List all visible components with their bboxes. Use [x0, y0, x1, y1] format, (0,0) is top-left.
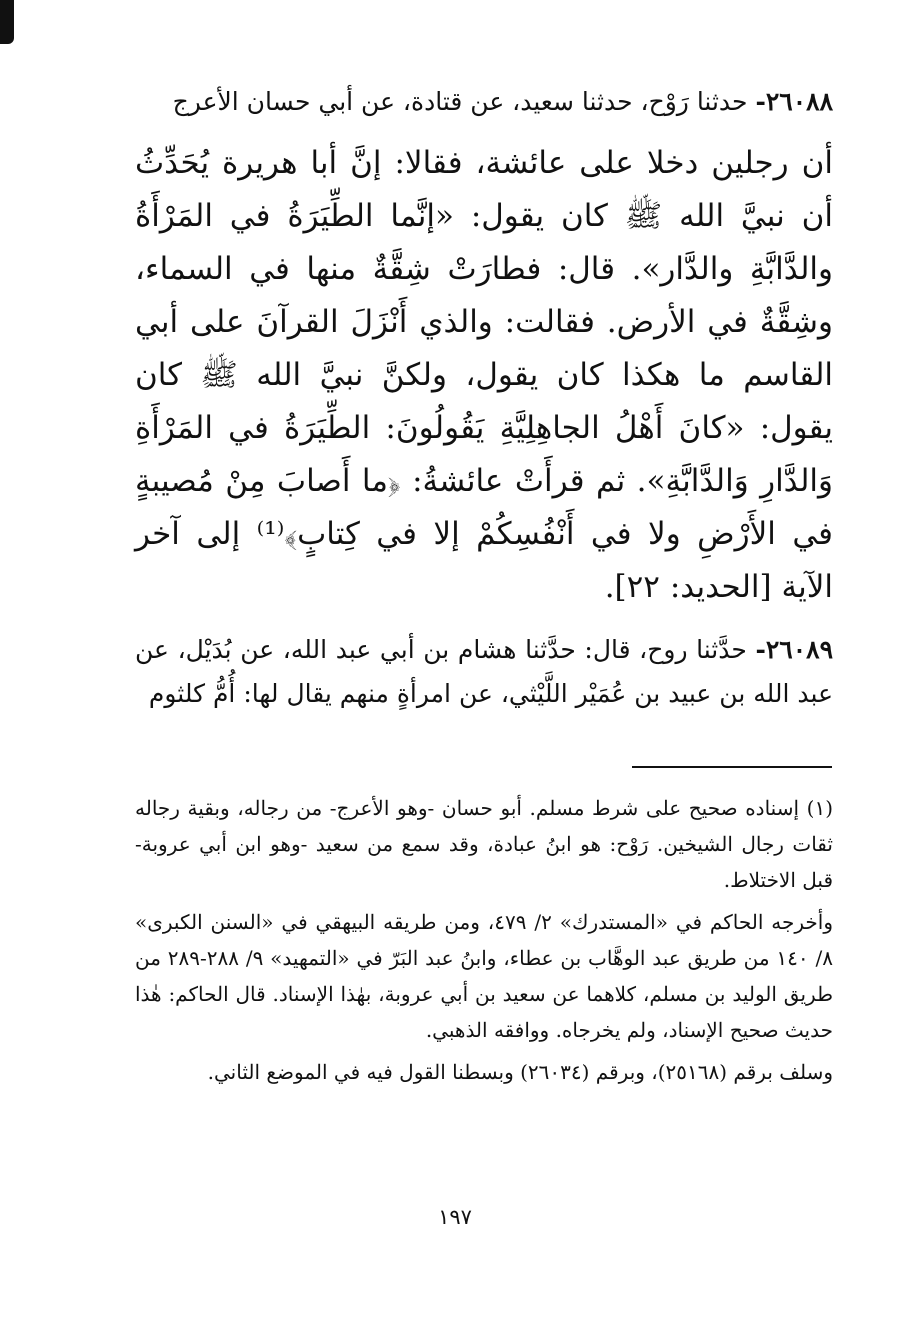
isnad-text: حدثنا رَوْح، حدثنا سعيد، عن قتادة، عن أبي حسان الأعرج — [172, 87, 748, 116]
page-number: ١٩٧ — [438, 1205, 472, 1229]
hadith-number: ٢٦٠٨٨- — [755, 87, 833, 116]
hadith-text: حدَّثنا روح، قال: حدَّثنا هشام بن أبي عبد الله، عن بُدَيْل، عن عبد الله بن عبيد بن عُمَيْر اللَّيْثي، عن امرأةٍ منهم يقال لها: أُمُّ كلثوم — [135, 635, 833, 708]
hadith-26088-matn: أن رجلين دخلا على عائشة، فقالا: إنَّ أبا هريرة يُحَدِّثُ أن نبيَّ الله ﷺ كان يقول: «إنَّما الطِّيَرَةُ في المَرْأَةُ والدَّابَّةِ والدَّار». قال: فطارَتْ شِقَّةٌ منها في السماء، وشِقَّةٌ في الأرض. فقالت: والذي أَنْزَلَ القرآنَ على أبي القاسم ما هكذا كان يقول، ولكنَّ نبيَّ الله ﷺ كان يقول: «كانَ أَهْلُ الجاهِلِيَّةِ يَقُولُونَ: الطِّيَرَةُ في المَرْأَةِ وَالدَّارِ وَالدَّابَّةِ». ثم قرأَتْ عائشةُ: ﴿ما أَصابَ مِنْ مُصيبةٍ في الأَرْضِ ولا في أَنْفُسِكُمْ إلا في كِتابٍ﴾⁽¹⁾ إلى آخر الآية [الحديد: ٢٢]. — [135, 145, 833, 605]
hadith-26088-isnad — [135, 78, 833, 125]
footnotes — [135, 790, 833, 1096]
footnote-takhrij: وأخرجه الحاكم في «المستدرك» ٢/ ٤٧٩، ومن طريقه البيهقي في «السنن الكبرى» ٨/ ١٤٠ من طريق عبد الوهَّاب بن عطاء، وابنُ عبد البَرّ في «التمهيد» ٩/ ٢٨٨-٢٨٩ من طريق الوليد بن مسلم، كلاهما عن سعيد بن أبي عروبة، بهٰذا الإسناد. قال الحاكم: هٰذا حديث صحيح الإسناد، ولم يخرجاه. ووافقه الذهبي. — [135, 910, 833, 1042]
hadith-number: ٢٦٠٨٩- — [755, 635, 833, 664]
page-corner-mark — [0, 0, 14, 44]
hadith-26089 — [135, 628, 833, 716]
footnote-divider — [632, 766, 832, 768]
footnote-cross-ref: وسلف برقم (٢٥١٦٨)، وبرقم (٢٦٠٣٤) وبسطنا القول فيه في الموضع الثاني. — [207, 1060, 833, 1084]
footnote-1: (١) إسناده صحيح على شرط مسلم. أبو حسان -وهو الأعرج- من رجاله، وبقية رجاله ثقات رجال الشيخين. رَوْح: هو ابنُ عبادة، وقد سمع من سعيد -وهو ابن أبي عروبة- قبل الاختلاط. — [135, 796, 833, 892]
main-text — [135, 78, 833, 716]
